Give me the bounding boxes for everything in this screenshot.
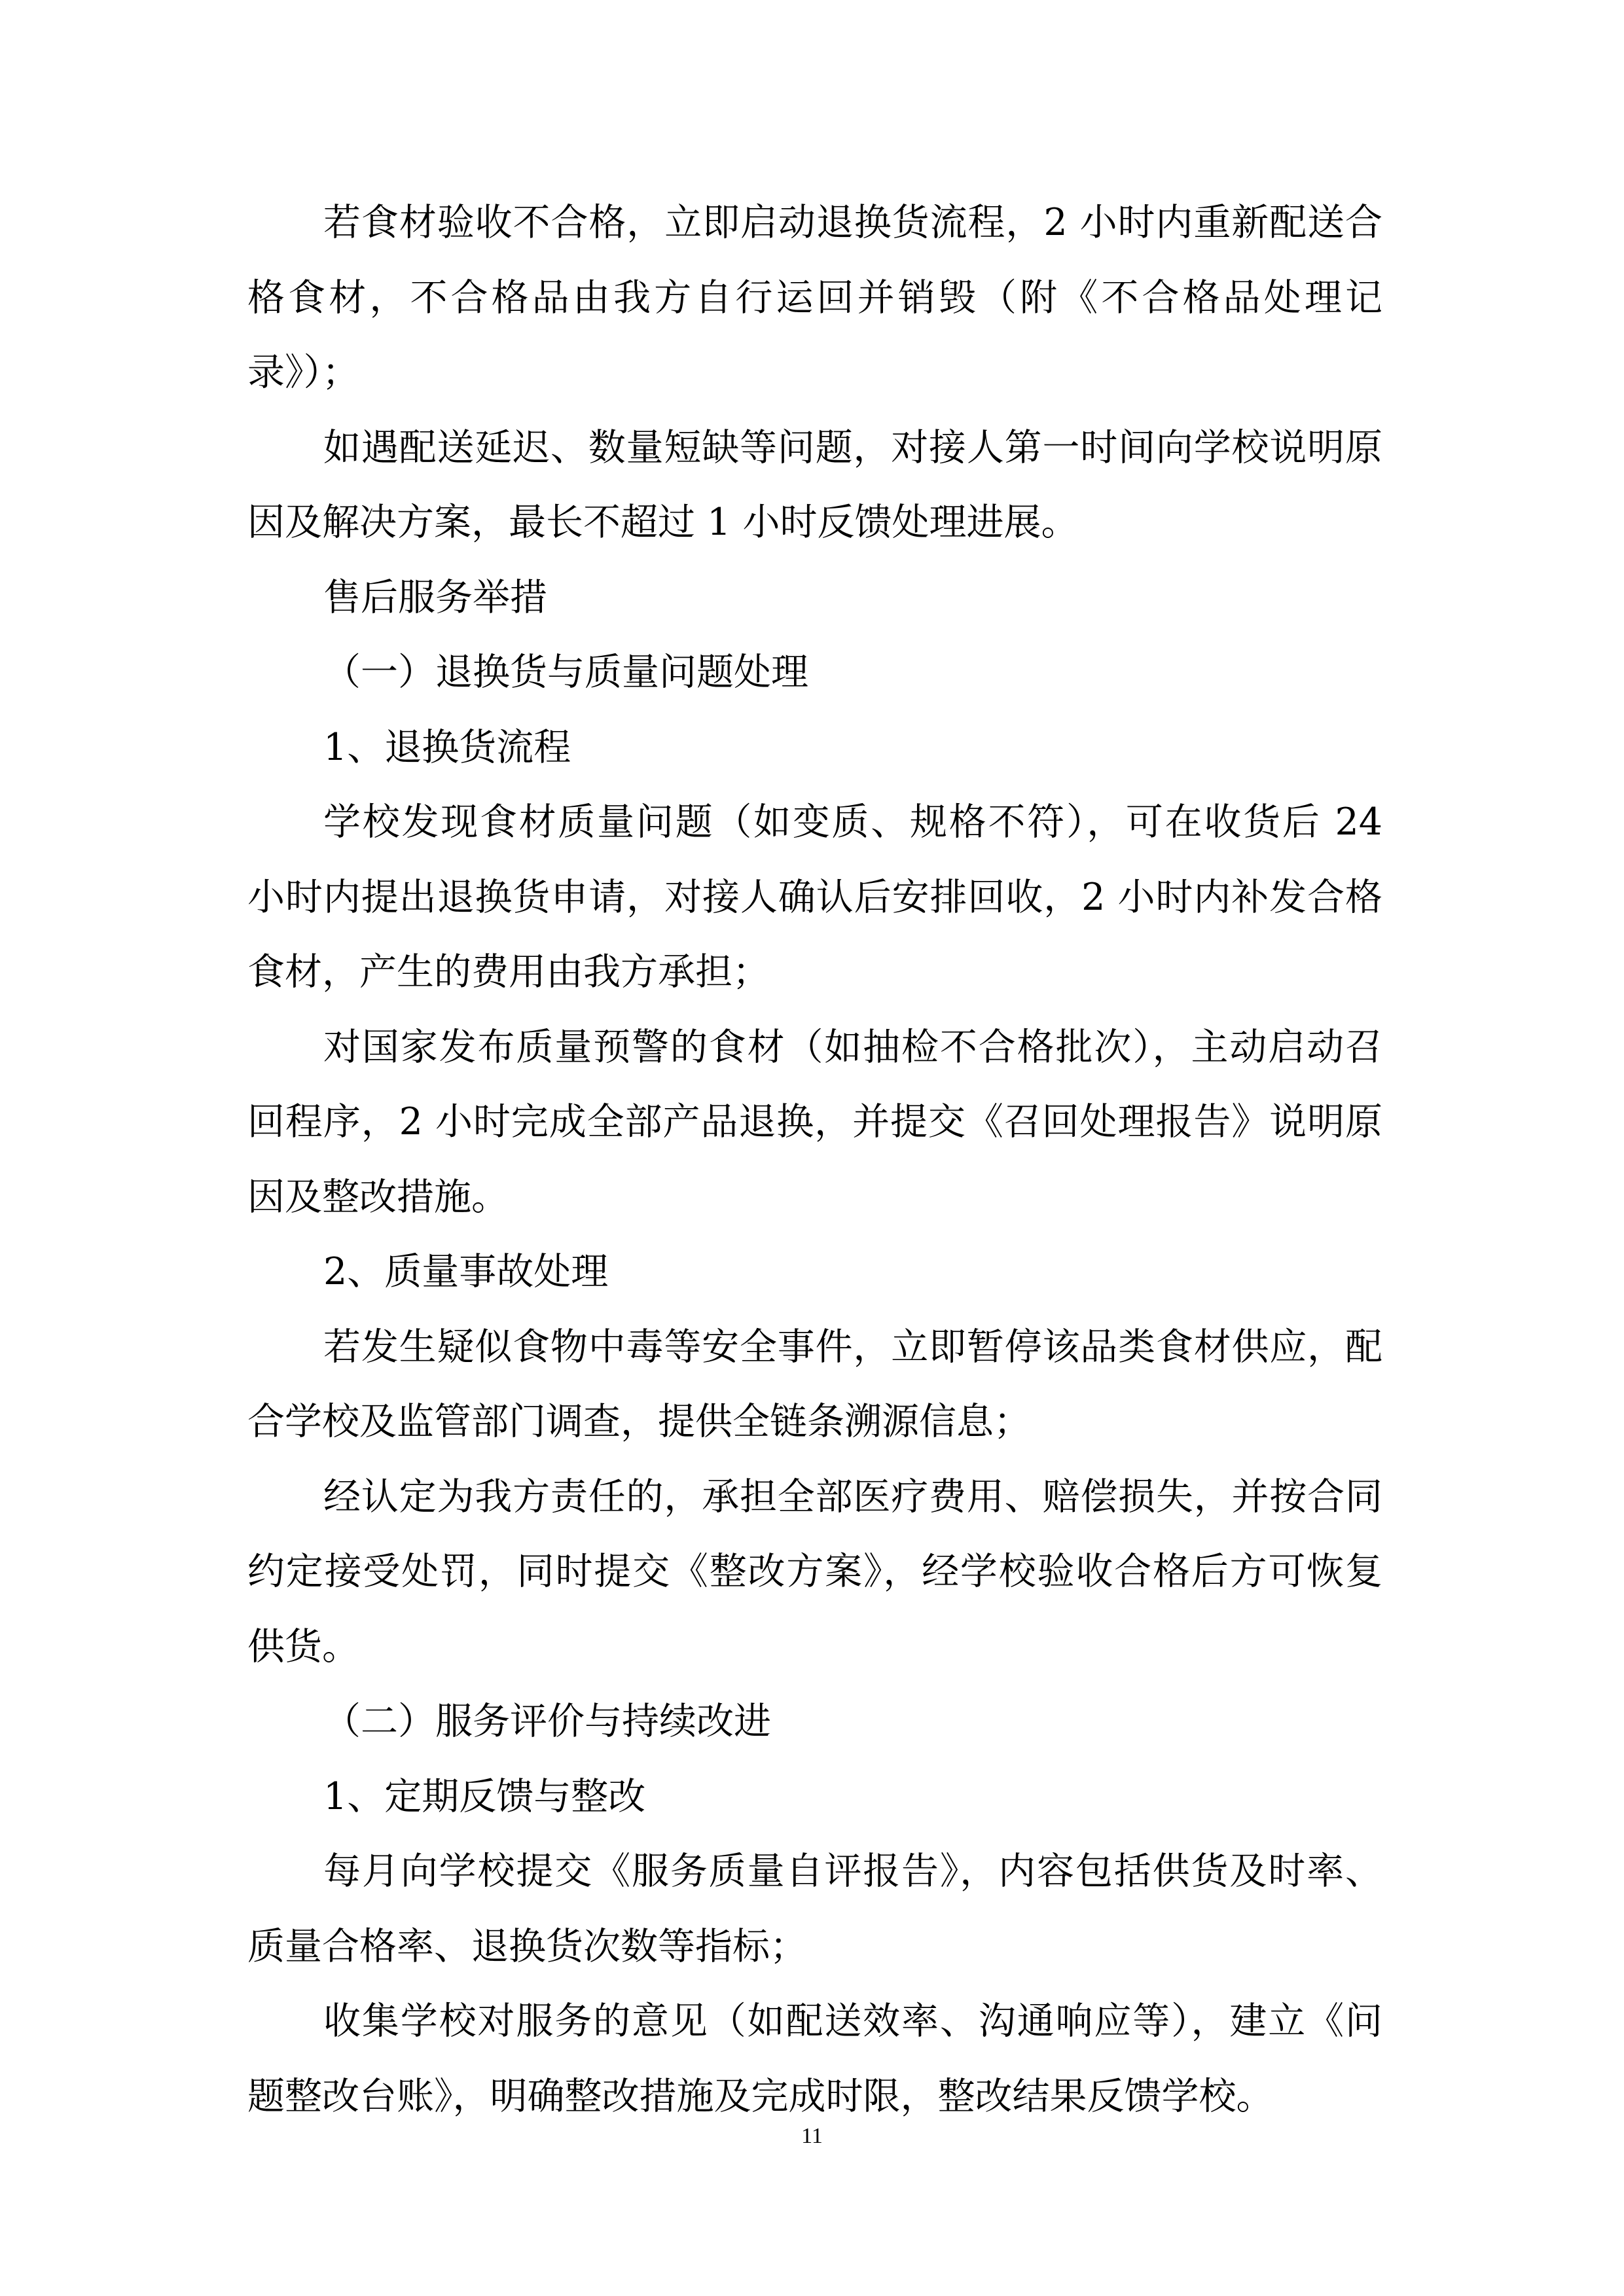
paragraph-return-unqualified: 若食材验收不合格，立即启动退换货流程，2 小时内重新配送合格食材，不合格品由我方自行运回并销毁（附《不合格品处理记录》）； <box>247 201 1382 394</box>
heading-after-sales: 售后服务举措 <box>323 575 547 619</box>
paragraph-food-safety-event: 若发生疑似食物中毒等安全事件，立即暂停该品类食材供应，配合学校及监管部门调查，提供全链条溯源信息； <box>247 1325 1382 1443</box>
paragraph-liability: 经认定为我方责任的，承担全部医疗费用、赔偿损失，并按合同约定接受处罚，同时提交《整改方案》，经学校验收合格后方可恢复供货。 <box>247 1475 1382 1668</box>
paragraph-return-request: 学校发现食材质量问题（如变质、规格不符），可在收货后 24 小时内提出退换货申请，对接人确认后安排回收，2 小时内补发合格食材，产生的费用由我方承担； <box>247 800 1382 994</box>
heading-section-2: （二）服务评价与持续改进 <box>323 1700 771 1743</box>
heading-return-process: 1、退换货流程 <box>323 725 571 769</box>
heading-quality-incident: 2、质量事故处理 <box>323 1250 609 1293</box>
paragraph-collect-feedback: 收集学校对服务的意见（如配送效率、沟通响应等），建立《问题整改台账》，明确整改措施及完成时限，整改结果反馈学校。 <box>247 2000 1382 2118</box>
paragraph-delivery-delay: 如遇配送延迟、数量短缺等问题，对接人第一时间向学校说明原因及解决方案，最长不超过 1 小时反馈处理进展。 <box>247 425 1382 544</box>
paragraph-monthly-report: 每月向学校提交《服务质量自评报告》，内容包括供货及时率、质量合格率、退换货次数等指标； <box>247 1850 1382 1968</box>
page-number: 11 <box>801 2124 823 2148</box>
heading-feedback: 1、定期反馈与整改 <box>323 1774 646 1818</box>
paragraph-recall: 对国家发布质量预警的食材（如抽检不合格批次），主动启动召回程序，2 小时完成全部产品退换，并提交《召回处理报告》说明原因及整改措施。 <box>247 1025 1382 1219</box>
document-body <box>247 185 1382 2134</box>
heading-section-1: （一）退换货与质量问题处理 <box>323 651 808 694</box>
